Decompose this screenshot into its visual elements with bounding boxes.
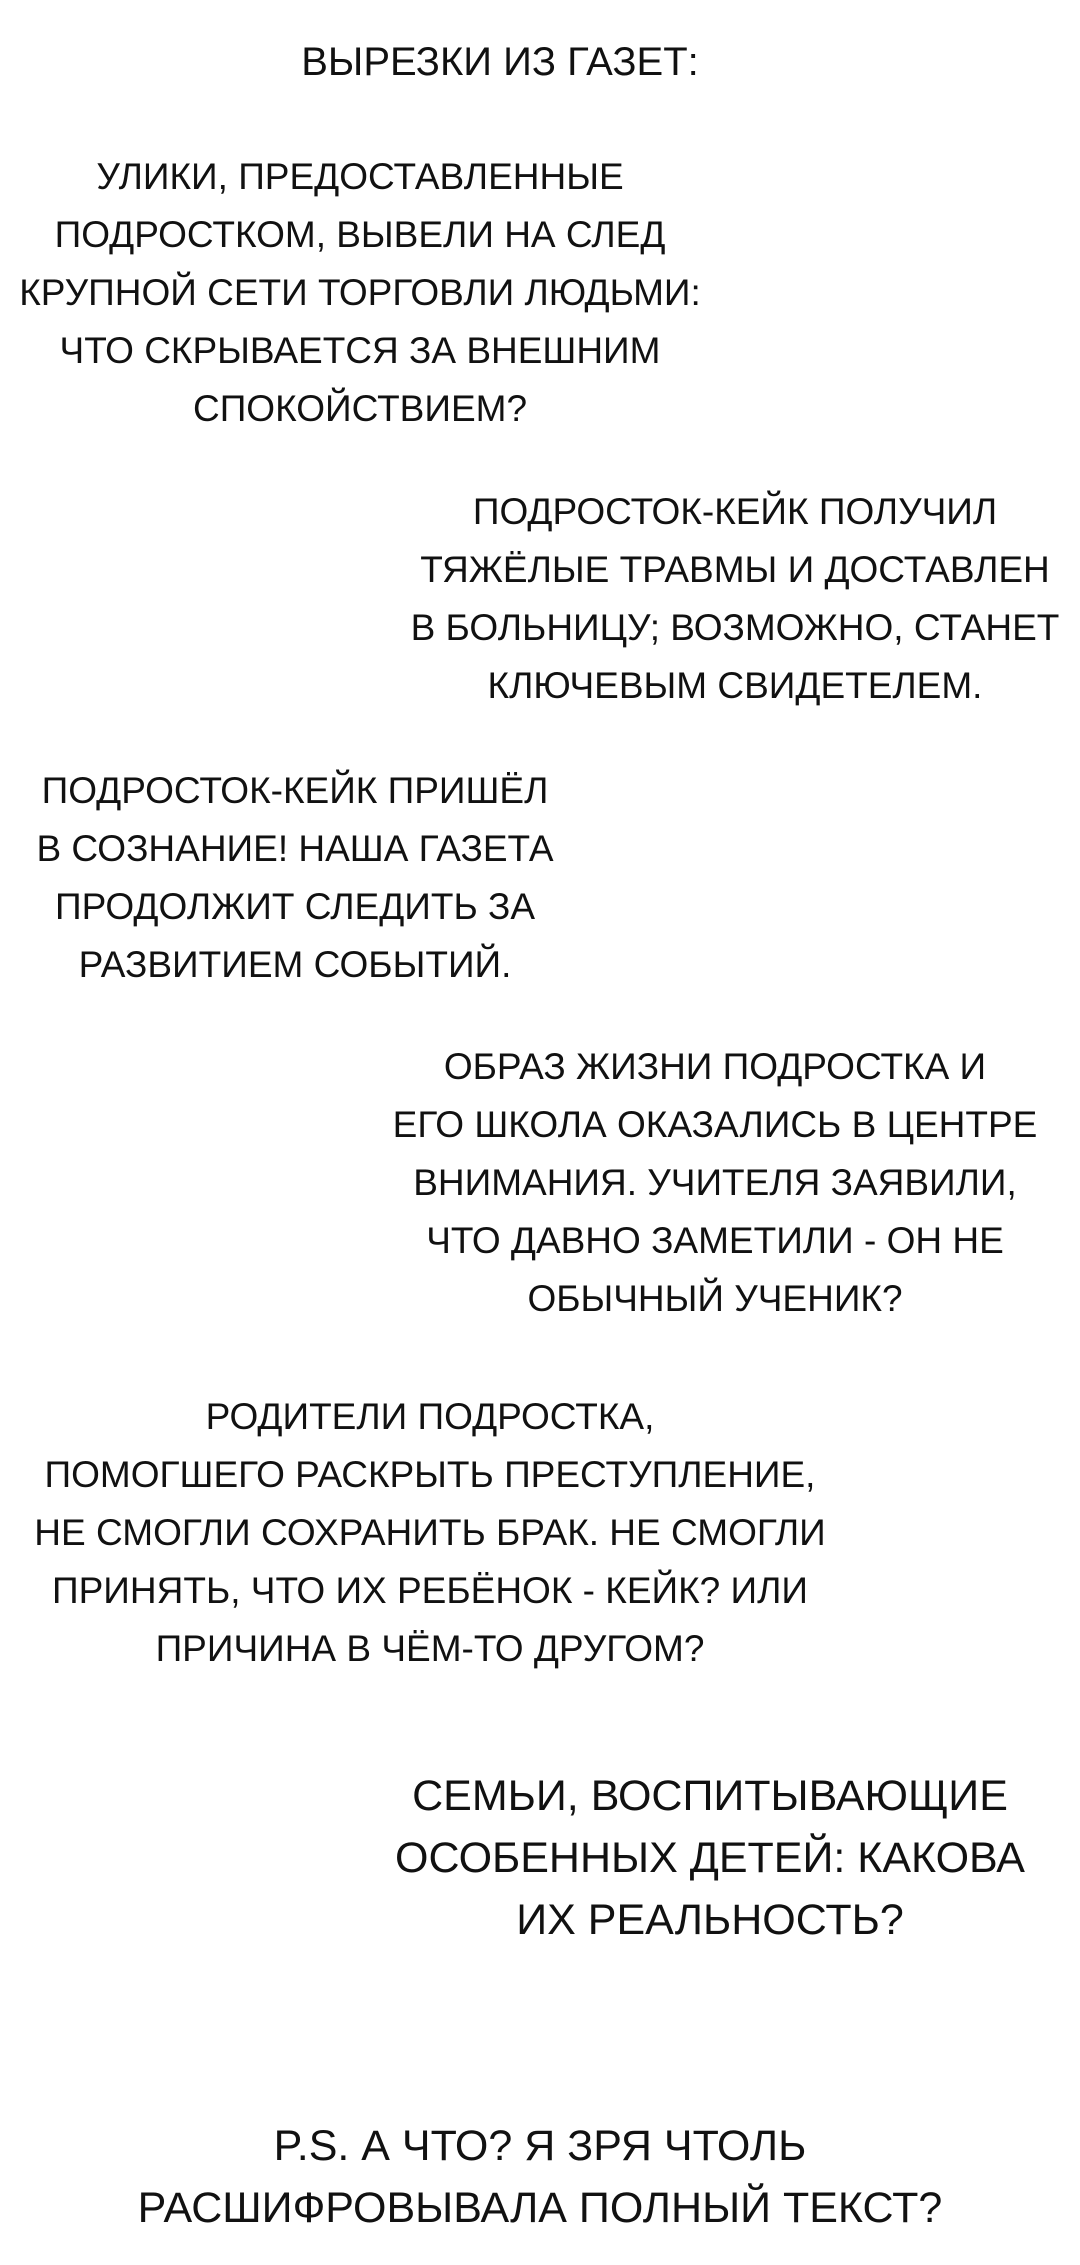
title-text: ВЫРЕЗКИ ИЗ ГАЗЕТ: (301, 40, 699, 84)
postscript (100, 2115, 980, 2239)
clipping-3-line-2: В СОЗНАНИЕ! НАША ГАЗЕТА (36, 828, 554, 869)
clipping-5-line-4: ПРИНЯТЬ, ЧТО ИХ РЕБЁНОК - КЕЙК? ИЛИ (52, 1570, 808, 1611)
page-title (290, 38, 710, 86)
clipping-3-line-1: ПОДРОСТОК-КЕЙК ПРИШЁЛ (41, 770, 549, 811)
clipping-2-line-4: КЛЮЧЕВЫМ СВИДЕТЕЛЕМ. (487, 665, 983, 706)
clipping-1-line-1: УЛИКИ, ПРЕДОСТАВЛЕННЫЕ (96, 156, 624, 197)
clipping-1-line-2: ПОДРОСТКОМ, ВЫВЕЛИ НА СЛЕД (54, 214, 666, 255)
clipping-4-line-3: ВНИМАНИЯ. УЧИТЕЛЯ ЗАЯВИЛИ, (413, 1162, 1017, 1203)
clipping-3-line-4: РАЗВИТИЕМ СОБЫТИЙ. (78, 944, 512, 985)
clipping-1 (0, 148, 720, 438)
clipping-6 (380, 1765, 1040, 1951)
clipping-4-line-2: ЕГО ШКОЛА ОКАЗАЛИСЬ В ЦЕНТРЕ (392, 1104, 1038, 1145)
clipping-1-line-4: ЧТО СКРЫВАЕТСЯ ЗА ВНЕШНИМ (59, 330, 661, 371)
clipping-5-line-3: НЕ СМОГЛИ СОХРАНИТЬ БРАК. НЕ СМОГЛИ (34, 1512, 826, 1553)
postscript-line-1: P.S. А ЧТО? Я ЗРЯ ЧТОЛЬ (273, 2122, 807, 2170)
clipping-3 (0, 762, 590, 994)
clipping-4-line-4: ЧТО ДАВНО ЗАМЕТИЛИ - ОН НЕ (426, 1220, 1004, 1261)
clipping-2 (390, 483, 1080, 715)
clipping-5-line-1: РОДИТЕЛИ ПОДРОСТКА, (205, 1396, 655, 1437)
clipping-2-line-3: В БОЛЬНИЦУ; ВОЗМОЖНО, СТАНЕТ (410, 607, 1060, 648)
clipping-4 (370, 1038, 1060, 1328)
clipping-1-line-3: КРУПНОЙ СЕТИ ТОРГОВЛИ ЛЮДЬМИ: (19, 272, 701, 313)
clipping-4-line-1: ОБРАЗ ЖИЗНИ ПОДРОСТКА И (443, 1046, 987, 1087)
clipping-5-line-2: ПОМОГШЕГО РАСКРЫТЬ ПРЕСТУПЛЕНИЕ, (44, 1454, 816, 1495)
clipping-6-line-3: ИХ РЕАЛЬНОСТЬ? (516, 1896, 904, 1944)
clipping-2-line-2: ТЯЖЁЛЫЕ ТРАВМЫ И ДОСТАВЛЕН (420, 549, 1050, 590)
clipping-6-line-2: ОСОБЕННЫХ ДЕТЕЙ: КАКОВА (395, 1834, 1025, 1882)
clipping-3-line-3: ПРОДОЛЖИТ СЛЕДИТЬ ЗА (54, 886, 536, 927)
clipping-2-line-1: ПОДРОСТОК-КЕЙК ПОЛУЧИЛ (472, 491, 998, 532)
clipping-1-line-5: СПОКОЙСТВИЕМ? (192, 388, 528, 429)
clipping-5-line-5: ПРИЧИНА В ЧЁМ-ТО ДРУГОМ? (155, 1628, 705, 1669)
clipping-6-line-1: СЕМЬИ, ВОСПИТЫВАЮЩИЕ (412, 1772, 1008, 1820)
clipping-4-line-5: ОБЫЧНЫЙ УЧЕНИК? (527, 1278, 903, 1319)
clipping-5 (0, 1388, 860, 1678)
postscript-line-2: РАСШИФРОВЫВАЛА ПОЛНЫЙ ТЕКСТ? (137, 2184, 943, 2232)
